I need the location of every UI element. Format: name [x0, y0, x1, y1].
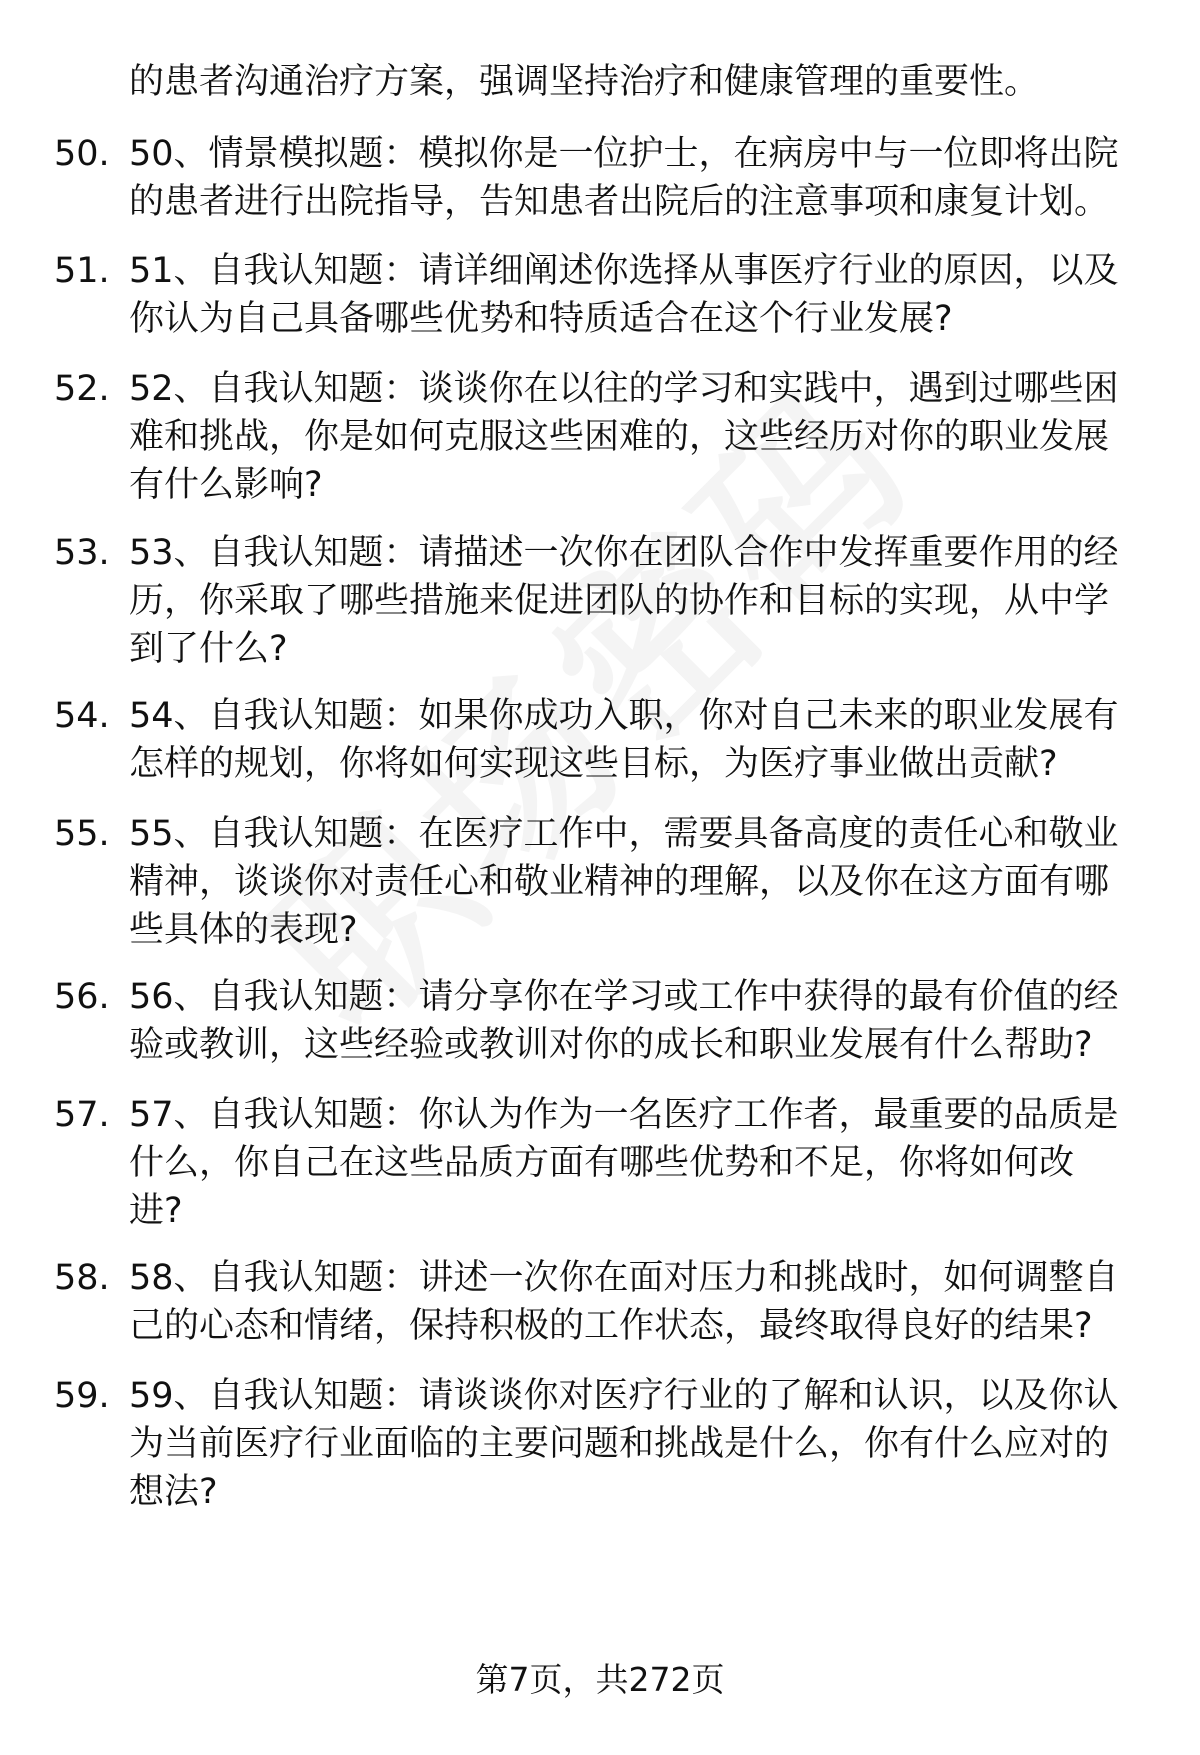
- item-text-line: 为当前医疗行业面临的主要问题和挑战是什么，你有什么应对的: [129, 1424, 1110, 1464]
- item-text: [129, 973, 1149, 1069]
- item-text-line: 己的心态和情绪，保持积极的工作状态，最终取得良好的结果?: [129, 1306, 1093, 1346]
- item-text-line: 57、自我认知题：你认为作为一名医疗工作者，最重要的品质是: [129, 1095, 1119, 1135]
- item-text: [129, 1254, 1149, 1350]
- item-text: [129, 810, 1149, 954]
- item-text-line: 怎样的规划，你将如何实现这些目标，为医疗事业做出贡献?: [129, 744, 1058, 784]
- item-text-line: 56、自我认知题：请分享你在学习或工作中获得的最有价值的经: [129, 977, 1119, 1017]
- item-number: 50.: [54, 134, 110, 174]
- item-number: 52.: [54, 369, 110, 409]
- continuation-text: 的患者沟通治疗方案，强调坚持治疗和健康管理的重要性。: [129, 62, 1040, 102]
- item-text-line: 验或教训，这些经验或教训对你的成长和职业发展有什么帮助?: [129, 1025, 1093, 1065]
- item-text-line: 你认为自己具备哪些优势和特质适合在这个行业发展?: [129, 299, 953, 339]
- page-footer: 第7页，共272页: [475, 1660, 725, 1699]
- item-text-line: 历，你采取了哪些措施来促进团队的协作和目标的实现，从中学: [129, 581, 1110, 621]
- item-text: [129, 692, 1149, 788]
- item-text: [129, 247, 1149, 343]
- item-text: [129, 130, 1149, 226]
- item-number: 54.: [54, 696, 110, 736]
- item-text-line: 什么，你自己在这些品质方面有哪些优势和不足，你将如何改: [129, 1143, 1075, 1183]
- item-text: [129, 1372, 1149, 1516]
- item-text: [129, 529, 1149, 673]
- item-number: 51.: [54, 251, 110, 291]
- item-text-line: 精神，谈谈你对责任心和敬业精神的理解，以及你在这方面有哪: [129, 862, 1110, 902]
- item-text-line: 54、自我认知题：如果你成功入职，你对自己未来的职业发展有: [129, 696, 1119, 736]
- item-text-line: 进?: [129, 1191, 183, 1231]
- item-number: 53.: [54, 533, 110, 573]
- item-number: 57.: [54, 1095, 110, 1135]
- item-text-line: 59、自我认知题：请谈谈你对医疗行业的了解和认识，以及你认: [129, 1376, 1119, 1416]
- item-text-line: 些具体的表现?: [129, 910, 358, 950]
- item-text-line: 难和挑战，你是如何克服这些困难的，这些经历对你的职业发展: [129, 417, 1110, 457]
- item-number: 56.: [54, 977, 110, 1017]
- item-text-line: 51、自我认知题：请详细阐述你选择从事医疗行业的原因，以及: [129, 251, 1119, 291]
- item-text-line: 52、自我认知题：谈谈你在以往的学习和实践中，遇到过哪些困: [129, 369, 1119, 409]
- item-number: 58.: [54, 1258, 110, 1298]
- item-text-line: 53、自我认知题：请描述一次你在团队合作中发挥重要作用的经: [129, 533, 1119, 573]
- item-text-line: 55、自我认知题：在医疗工作中，需要具备高度的责任心和敬业: [129, 814, 1119, 854]
- item-text-line: 想法?: [129, 1472, 218, 1512]
- item-text-line: 58、自我认知题：讲述一次你在面对压力和挑战时，如何调整自: [129, 1258, 1119, 1298]
- item-text-line: 50、情景模拟题：模拟你是一位护士，在病房中与一位即将出院: [129, 134, 1119, 174]
- item-text-line: 到了什么?: [129, 629, 288, 669]
- item-text-line: 有什么影响?: [129, 465, 323, 505]
- item-number: 55.: [54, 814, 110, 854]
- item-text-line: 的患者进行出院指导，告知患者出院后的注意事项和康复计划。: [129, 182, 1110, 222]
- item-text: [129, 1091, 1149, 1235]
- item-number: 59.: [54, 1376, 110, 1416]
- item-text: [129, 365, 1149, 509]
